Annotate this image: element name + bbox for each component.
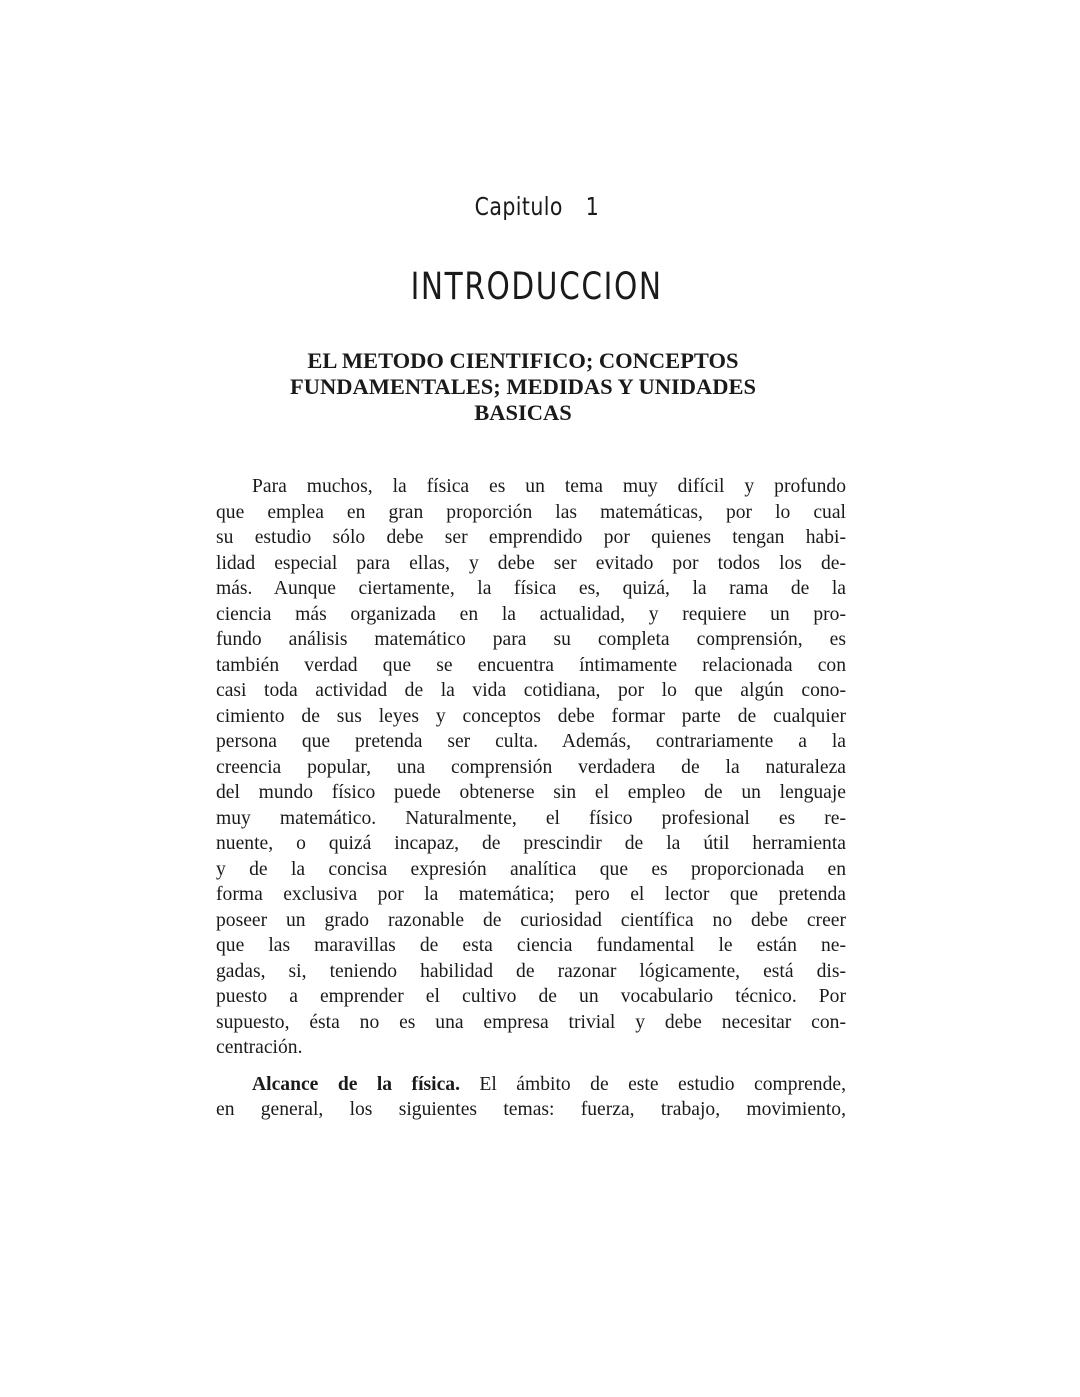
run-in-heading: Alcance de la física. [252, 1073, 460, 1095]
paragraph-line: su estudio sólo debe ser emprendido por quienes tengan habi- [216, 527, 846, 548]
chapter-number: 1 [585, 192, 600, 221]
paragraph-line: lidad especial para ellas, y debe ser evitado por todos los de- [216, 552, 846, 574]
paragraph-line: ciencia más organizada en la actualidad, y requiere un pro- [216, 603, 846, 625]
paragraph-line: también verdad que se encuentra íntimamente relacionada con [216, 654, 846, 676]
chapter-label: Capitulo [474, 192, 563, 221]
paragraph-line: poseer un grado razonable de curiosidad científica no debe creer [216, 909, 846, 931]
paragraph-line [216, 1072, 846, 1098]
paragraph-text: El ámbito de este estudio comprende, [459, 1073, 846, 1095]
paragraph-line: persona que pretenda ser culta. Además, contrariamente a la [216, 731, 846, 752]
paragraph-line: casi toda actividad de la vida cotidiana, por lo que algún cono- [216, 680, 846, 701]
paragraph-line: supuesto, ésta no es una empresa trivial y debe necesitar con- [216, 1011, 846, 1033]
chapter-subtitle [240, 348, 806, 426]
paragraph-line: Para muchos, la física es un tema muy difícil y profundo [252, 476, 846, 497]
paragraph-line: creencia popular, una comprensión verdadera de la naturaleza [216, 756, 846, 778]
paragraph-line: forma exclusiva por la matemática; pero el lector que pretenda [216, 884, 846, 905]
paragraph-line: fundo análisis matemático para su completa comprensión, es [216, 629, 846, 650]
paragraph-line: centración. [216, 1037, 303, 1058]
subtitle-line: FUNDAMENTALES; MEDIDAS Y UNIDADES [289, 374, 757, 399]
subtitle-line: EL METODO CIENTIFICO; CONCEPTOS [307, 348, 739, 373]
paragraph-line: cimiento de sus leyes y conceptos debe formar parte de cualquier [216, 705, 846, 727]
paragraph-line: más. Aunque ciertamente, la física es, quizá, la rama de la [216, 578, 846, 599]
paragraph-line: y de la concisa expresión analítica que es proporcionada en [216, 858, 846, 880]
paragraph-line: en general, los siguientes temas: fuerza, trabajo, movimiento, [216, 1099, 846, 1120]
paragraph-line: que las maravillas de esta ciencia fundamental le están ne- [216, 935, 846, 956]
body-text [216, 474, 846, 1123]
paragraph-line: del mundo físico puede obtenerse sin el empleo de un lenguaje [216, 782, 846, 803]
paragraph-line: gadas, si, teniendo habilidad de razonar lógicamente, está dis- [216, 960, 846, 982]
paragraph-line: muy matemático. Naturalmente, el físico profesional es re- [216, 807, 846, 829]
chapter-heading [94, 192, 980, 221]
paragraph-line: puesto a emprender el cultivo de un vocabulario técnico. Por [216, 986, 846, 1007]
paragraph-2 [216, 1072, 846, 1123]
subtitle-line: BASICAS [474, 400, 572, 425]
paragraph-line: nuente, o quizá incapaz, de prescindir de la útil herramienta [216, 833, 846, 854]
chapter-title: INTRODUCCION [410, 265, 663, 308]
paragraph-1 [216, 474, 846, 1061]
paragraph-line: que emplea en gran proporción las matemáticas, por lo cual [216, 501, 846, 523]
